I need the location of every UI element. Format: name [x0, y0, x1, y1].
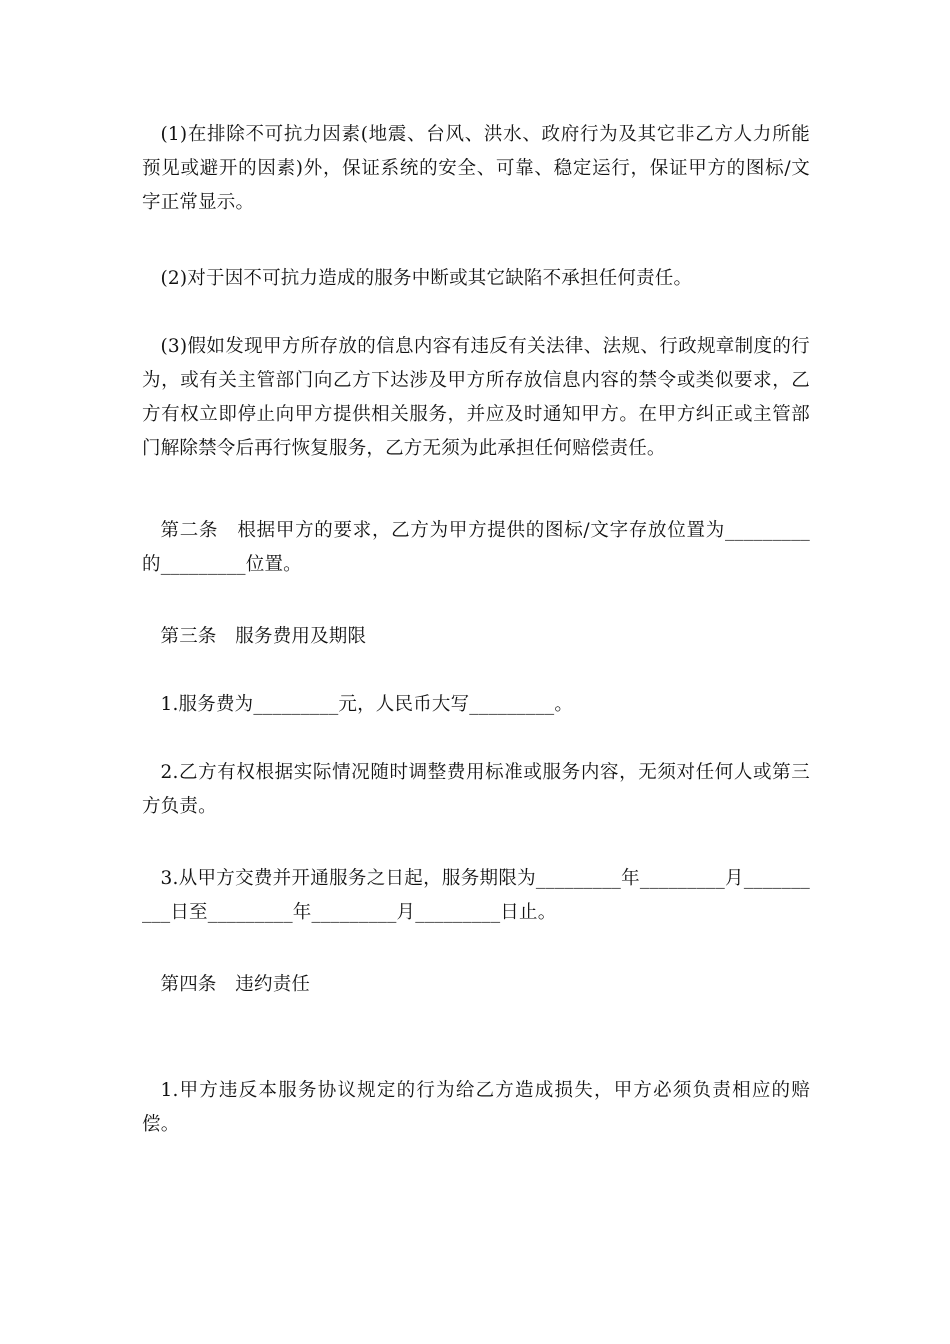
clause-paragraph-2: (2)对于因不可抗力造成的服务中断或其它缺陷不承担任何责任。 — [160, 268, 693, 289]
clause-paragraph-3: (3)假如发现甲方所存放的信息内容有违反有关法律、法规、行政规章制度的行为，或有关主管部门向乙方下达涉及甲方所存放信息内容的禁令或类似要求，乙方有权立即停止向甲方提供相关服务，并应及时通知甲方。在甲方纠正或主管部门解除禁令后再行恢复服务，乙方无须为此承担任何赔偿责任。 — [142, 336, 810, 459]
article-three-heading: 第三条 服务费用及期限 — [160, 626, 367, 647]
fee-paragraph-2: 2.乙方有权根据实际情况随时调整费用标准或服务内容，无须对任何人或第三方负责。 — [142, 762, 810, 817]
fee-paragraph-1: 1.服务费为_________元，人民币大写_________。 — [160, 694, 574, 715]
article-two-paragraph: 第二条 根据甲方的要求，乙方为甲方提供的图标/文字存放位置为_________的_________位置。 — [142, 520, 810, 575]
article-four-heading: 第四条 违约责任 — [160, 974, 311, 995]
clause-paragraph-1: (1)在排除不可抗力因素(地震、台风、洪水、政府行为及其它非乙方人力所能预见或避开的因素)外，保证系统的安全、可靠、稳定运行，保证甲方的图标/文字正常显示。 — [142, 124, 810, 213]
fee-paragraph-3: 3.从甲方交费并开通服务之日起，服务期限为_________年_________月__________日至_________年_________月_________日止。 — [142, 868, 810, 923]
liability-paragraph-1: 1.甲方违反本服务协议规定的行为给乙方造成损失，甲方必须负责相应的赔偿。 — [142, 1080, 810, 1135]
